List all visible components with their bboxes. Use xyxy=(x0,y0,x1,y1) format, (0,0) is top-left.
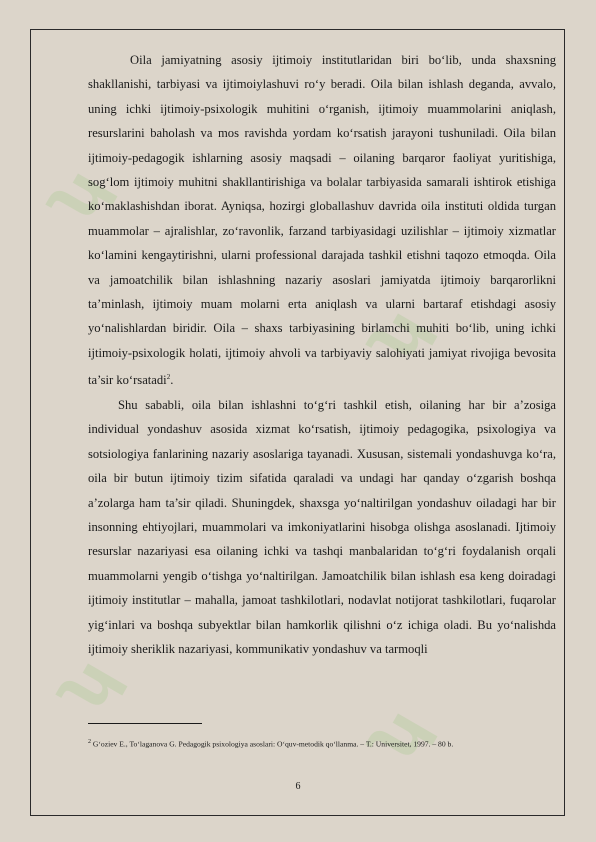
footnote xyxy=(88,739,556,749)
watermark-logo: ʮ xyxy=(359,299,441,371)
footnote-number: 2 xyxy=(88,739,91,745)
footnote-reference: 2 xyxy=(166,373,171,382)
watermark-logo: ʮ xyxy=(39,159,121,231)
footnote-separator xyxy=(88,723,202,724)
page-number: 6 xyxy=(295,781,301,792)
paragraph: Shu sababli, oila bilan ishlashni to‘g‘ri tashkil etish, oilaning har bir a’zosiga individual yondashuv asosida xizmat ko‘rsatish, ijtimoiy pedagogika, psixologiya va sotsiologiya fanlarining nazariy asoslariga tayanadi. Xususan, sistemali yondashuvga ko‘ra, oila bir butun ijtimoiy tizim sifatida qaraladi va undagi har qanday o‘zgarish boshqa a’zolarga ham ta’sir qiladi. Shuningdek, shaxsga yo‘naltirilgan yondashuv oiladagi har bir insonning ehtiyojlari, muammolari va imkoniyatlarini hisobga olishga asoslanadi. Ijtimoiy resurslar nazariyasi esa oilaning ichki va tashqi manbalaridan to‘g‘ri foydalanish orqali muammolarni yengib o‘tishga yo‘naltirilgan. Jamoatchilik bilan ishlash esa keng doiradagi ijtimoiy institutlar – mahalla, jamoat tashkilotlari, nodavlat notijorat tashkilotlari, fuqarolar yig‘inlari va boshqa subyektlar bilan hamkorlik qilishni o‘z ichiga oladi. Bu yo‘nalishda ijtimoiy sheriklik nazariyasi, kommunikativ yondashuv va tarmoqli xyxy=(88,397,556,656)
body-text xyxy=(88,48,556,661)
watermark-logo: ʮ xyxy=(359,699,441,771)
footnote-text: G‘oziev E., To‘laganova G. Pedagogik psixologiya asoslari: O‘quv-metodik qo‘llanma. – T.: Universitet, 1997. – 80 b. xyxy=(91,739,454,749)
paragraph-text: Oila jamiyatning asosiy ijtimoiy institutlaridan biri bo‘lib, unda shaxsning shakllanishi, tarbiyasi va ijtimoiylashuvi ro‘y beradi. Oila bilan ishlash deganda, avvalo, uning ichki ijtimoiy-psixologik muhitini o‘rganish, ijtimoiy muammolarini aniqlash, resurslarini baholash va mos ravishda yordam ko‘rsatish jarayoni tushuniladi. Oila bilan ijtimoiy-pedagogik ishlarning asosiy maqsadi – oilaning barqaror faoliyat yuritishiga, sog‘lom ijtimoiy muhitni shakllantirishiga va bolalar tarbiyasida samarali ishtirok etishiga ko‘maklashishdan iborat. Ayniqsa, hozirgi globallashuv davrida oila instituti oldida turgan muammolar – ajralishlar, zo‘ravonlik, farzand tarbiyasidagi uzilishlar – ijtimoiy xizmatlar ko‘lamini kengaytirishni, ularni professional darajada tashkil etishni taqozo etmoqda. Oila va jamoatchilik bilan ishlashning nazariy asoslari jamiyatda ijtimoiy barqarorlikni ta’minlash, ijtimoiy muam molarni erta aniqlash va ularni bartaraf etishdagi asosiy yo‘nalishlardan biridir. Oila – shaxs tarbiyasining birlamchi muhiti bo‘lib, uning ichki ijtimoiy-psixologik holati, ijtimoiy ahvoli va tarbiyaviy salohiyati jamiyat rivojiga bevosita ta’sir ko‘rsatadi xyxy=(88,53,556,388)
watermark-logo: ʮ xyxy=(49,649,131,721)
paragraph: Oila jamiyatning asosiy ijtimoiy institutlaridan biri bo‘lib, unda shaxsning shakllanishi, tarbiyasi va ijtimoiylashuvi ro‘y beradi. Oila bilan ishlash deganda, avvalo, uning ichki ijtimoiy-psixologik muhitini o‘rganish, ijtimoiy muammolarini aniqlash, resurslarini baholash va mos ravishda yordam ko‘rsatish jarayoni tushuniladi. Oila bilan ijtimoiy-pedagogik ishlarning asosiy maqsadi – oilaning barqaror faoliyat yuritishiga, sog‘lom ijtimoiy muhitni shakllantirishiga va bolalar tarbiyasida samarali ishtirok etishiga ko‘maklashishdan iborat. Ayniqsa, hozirgi globallashuv davrida oila instituti oldida turgan muammolar – ajralishlar, zo‘ravonlik, farzand tarbiyasidagi uzilishlar – ijtimoiy xizmatlar ko‘lamini kengaytirishni, ularni professional darajada tashkil etishni taqozo etmoqda. Oila va jamoatchilik bilan ishlashning nazariy asoslari jamiyatda ijtimoiy barqarorlikni ta’minlash, ijtimoiy muam molarni erta aniqlash va ularni bartaraf etishdagi asosiy yo‘nalishlardan biridir. Oila – shaxs tarbiyasining birlamchi muhiti bo‘lib, uning ichki ijtimoiy-psixologik holati, ijtimoiy ahvoli va tarbiyaviy salohiyati jamiyat rivojiga bevosita ta’sir ko‘rsatadi$^2$. xyxy=(88,53,556,388)
